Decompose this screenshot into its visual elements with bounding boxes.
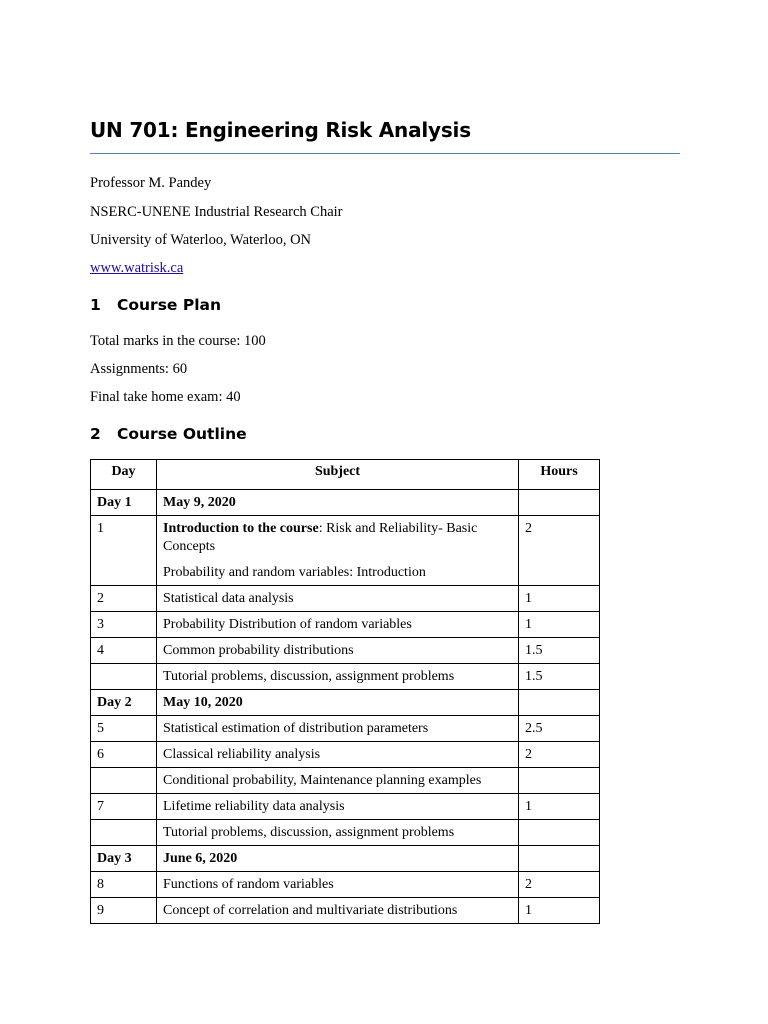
author-position: NSERC-UNENE Industrial Research Chair (90, 204, 343, 220)
subject-cell: Tutorial problems, discussion, assignment problems (157, 664, 519, 690)
day-cell: 3 (91, 612, 157, 638)
table-row-day-heading (91, 690, 600, 716)
day-cell: 2 (91, 586, 157, 612)
day-cell: 8 (91, 872, 157, 898)
hours-cell: 1.5 (519, 664, 600, 690)
author-name: Professor M. Pandey (90, 175, 212, 191)
hours-cell: 1 (519, 612, 600, 638)
hours-cell: 1 (519, 586, 600, 612)
subject-cell (157, 516, 519, 586)
table-row (91, 820, 600, 846)
final-exam-line: Final take home exam: 40 (90, 389, 241, 405)
subject-text: : Risk and Reliability- Basic Concepts (163, 521, 478, 554)
section-heading-course-plan (90, 296, 221, 314)
day-cell (91, 664, 157, 690)
hours-cell: 1 (519, 898, 600, 924)
day-cell: 1 (91, 516, 157, 586)
table-row (91, 768, 600, 794)
title-divider (90, 153, 680, 154)
day-cell: Day 1 (91, 490, 157, 516)
subject-cell: May 10, 2020 (157, 690, 519, 716)
table-row (91, 898, 600, 924)
hours-cell (519, 846, 600, 872)
subject-cell: Statistical data analysis (157, 586, 519, 612)
subject-cell: Classical reliability analysis (157, 742, 519, 768)
section-title: Course Plan (117, 296, 222, 314)
hours-cell (519, 490, 600, 516)
table-row (91, 716, 600, 742)
website-link[interactable]: www.watrisk.ca (90, 260, 184, 276)
hours-cell (519, 690, 600, 716)
hours-cell (519, 820, 600, 846)
hours-cell: 2.5 (519, 716, 600, 742)
hours-cell: 1.5 (519, 638, 600, 664)
day-cell (91, 768, 157, 794)
subject-cell: Functions of random variables (157, 872, 519, 898)
section-number: 2 (90, 425, 101, 443)
day-cell: Day 3 (91, 846, 157, 872)
subject-cell: Concept of correlation and multivariate distributions (157, 898, 519, 924)
day-cell: 4 (91, 638, 157, 664)
table-row-day-heading (91, 490, 600, 516)
total-marks-line: Total marks in the course: 100 (90, 333, 266, 349)
section-title: Course Outline (117, 425, 247, 443)
section-number: 1 (90, 296, 101, 314)
table-row (91, 612, 600, 638)
table-row (91, 586, 600, 612)
table-row (91, 742, 600, 768)
day-cell: 7 (91, 794, 157, 820)
column-header-hours: Hours (519, 460, 600, 490)
subject-bold-text: Introduction to the course (163, 521, 319, 536)
table-row (91, 872, 600, 898)
hours-cell: 1 (519, 794, 600, 820)
hours-cell: 2 (519, 872, 600, 898)
table-row (91, 638, 600, 664)
document-title: UN 701: Engineering Risk Analysis (90, 118, 471, 142)
hours-cell (519, 768, 600, 794)
day-cell: Day 2 (91, 690, 157, 716)
section-heading-course-outline (90, 425, 247, 443)
subject-cell: May 9, 2020 (157, 490, 519, 516)
subject-extra-text: Probability and random variables: Introduction (163, 565, 426, 580)
hours-cell: 2 (519, 516, 600, 586)
column-header-day: Day (91, 460, 157, 490)
course-outline-table (90, 459, 600, 924)
day-cell: 5 (91, 716, 157, 742)
author-affiliation: University of Waterloo, Waterloo, ON (90, 232, 312, 248)
column-header-subject: Subject (157, 460, 519, 490)
subject-cell: June 6, 2020 (157, 846, 519, 872)
subject-cell: Conditional probability, Maintenance planning examples (157, 768, 519, 794)
subject-cell: Lifetime reliability data analysis (157, 794, 519, 820)
day-cell: 6 (91, 742, 157, 768)
table-row (91, 516, 600, 586)
table-header-row (91, 460, 600, 490)
table-row (91, 664, 600, 690)
day-cell: 9 (91, 898, 157, 924)
day-cell (91, 820, 157, 846)
subject-cell: Statistical estimation of distribution parameters (157, 716, 519, 742)
subject-cell: Probability Distribution of random variables (157, 612, 519, 638)
subject-cell: Common probability distributions (157, 638, 519, 664)
table-row (91, 794, 600, 820)
table-row-day-heading (91, 846, 600, 872)
subject-cell: Tutorial problems, discussion, assignment problems (157, 820, 519, 846)
hours-cell: 2 (519, 742, 600, 768)
assignments-line: Assignments: 60 (90, 361, 188, 377)
